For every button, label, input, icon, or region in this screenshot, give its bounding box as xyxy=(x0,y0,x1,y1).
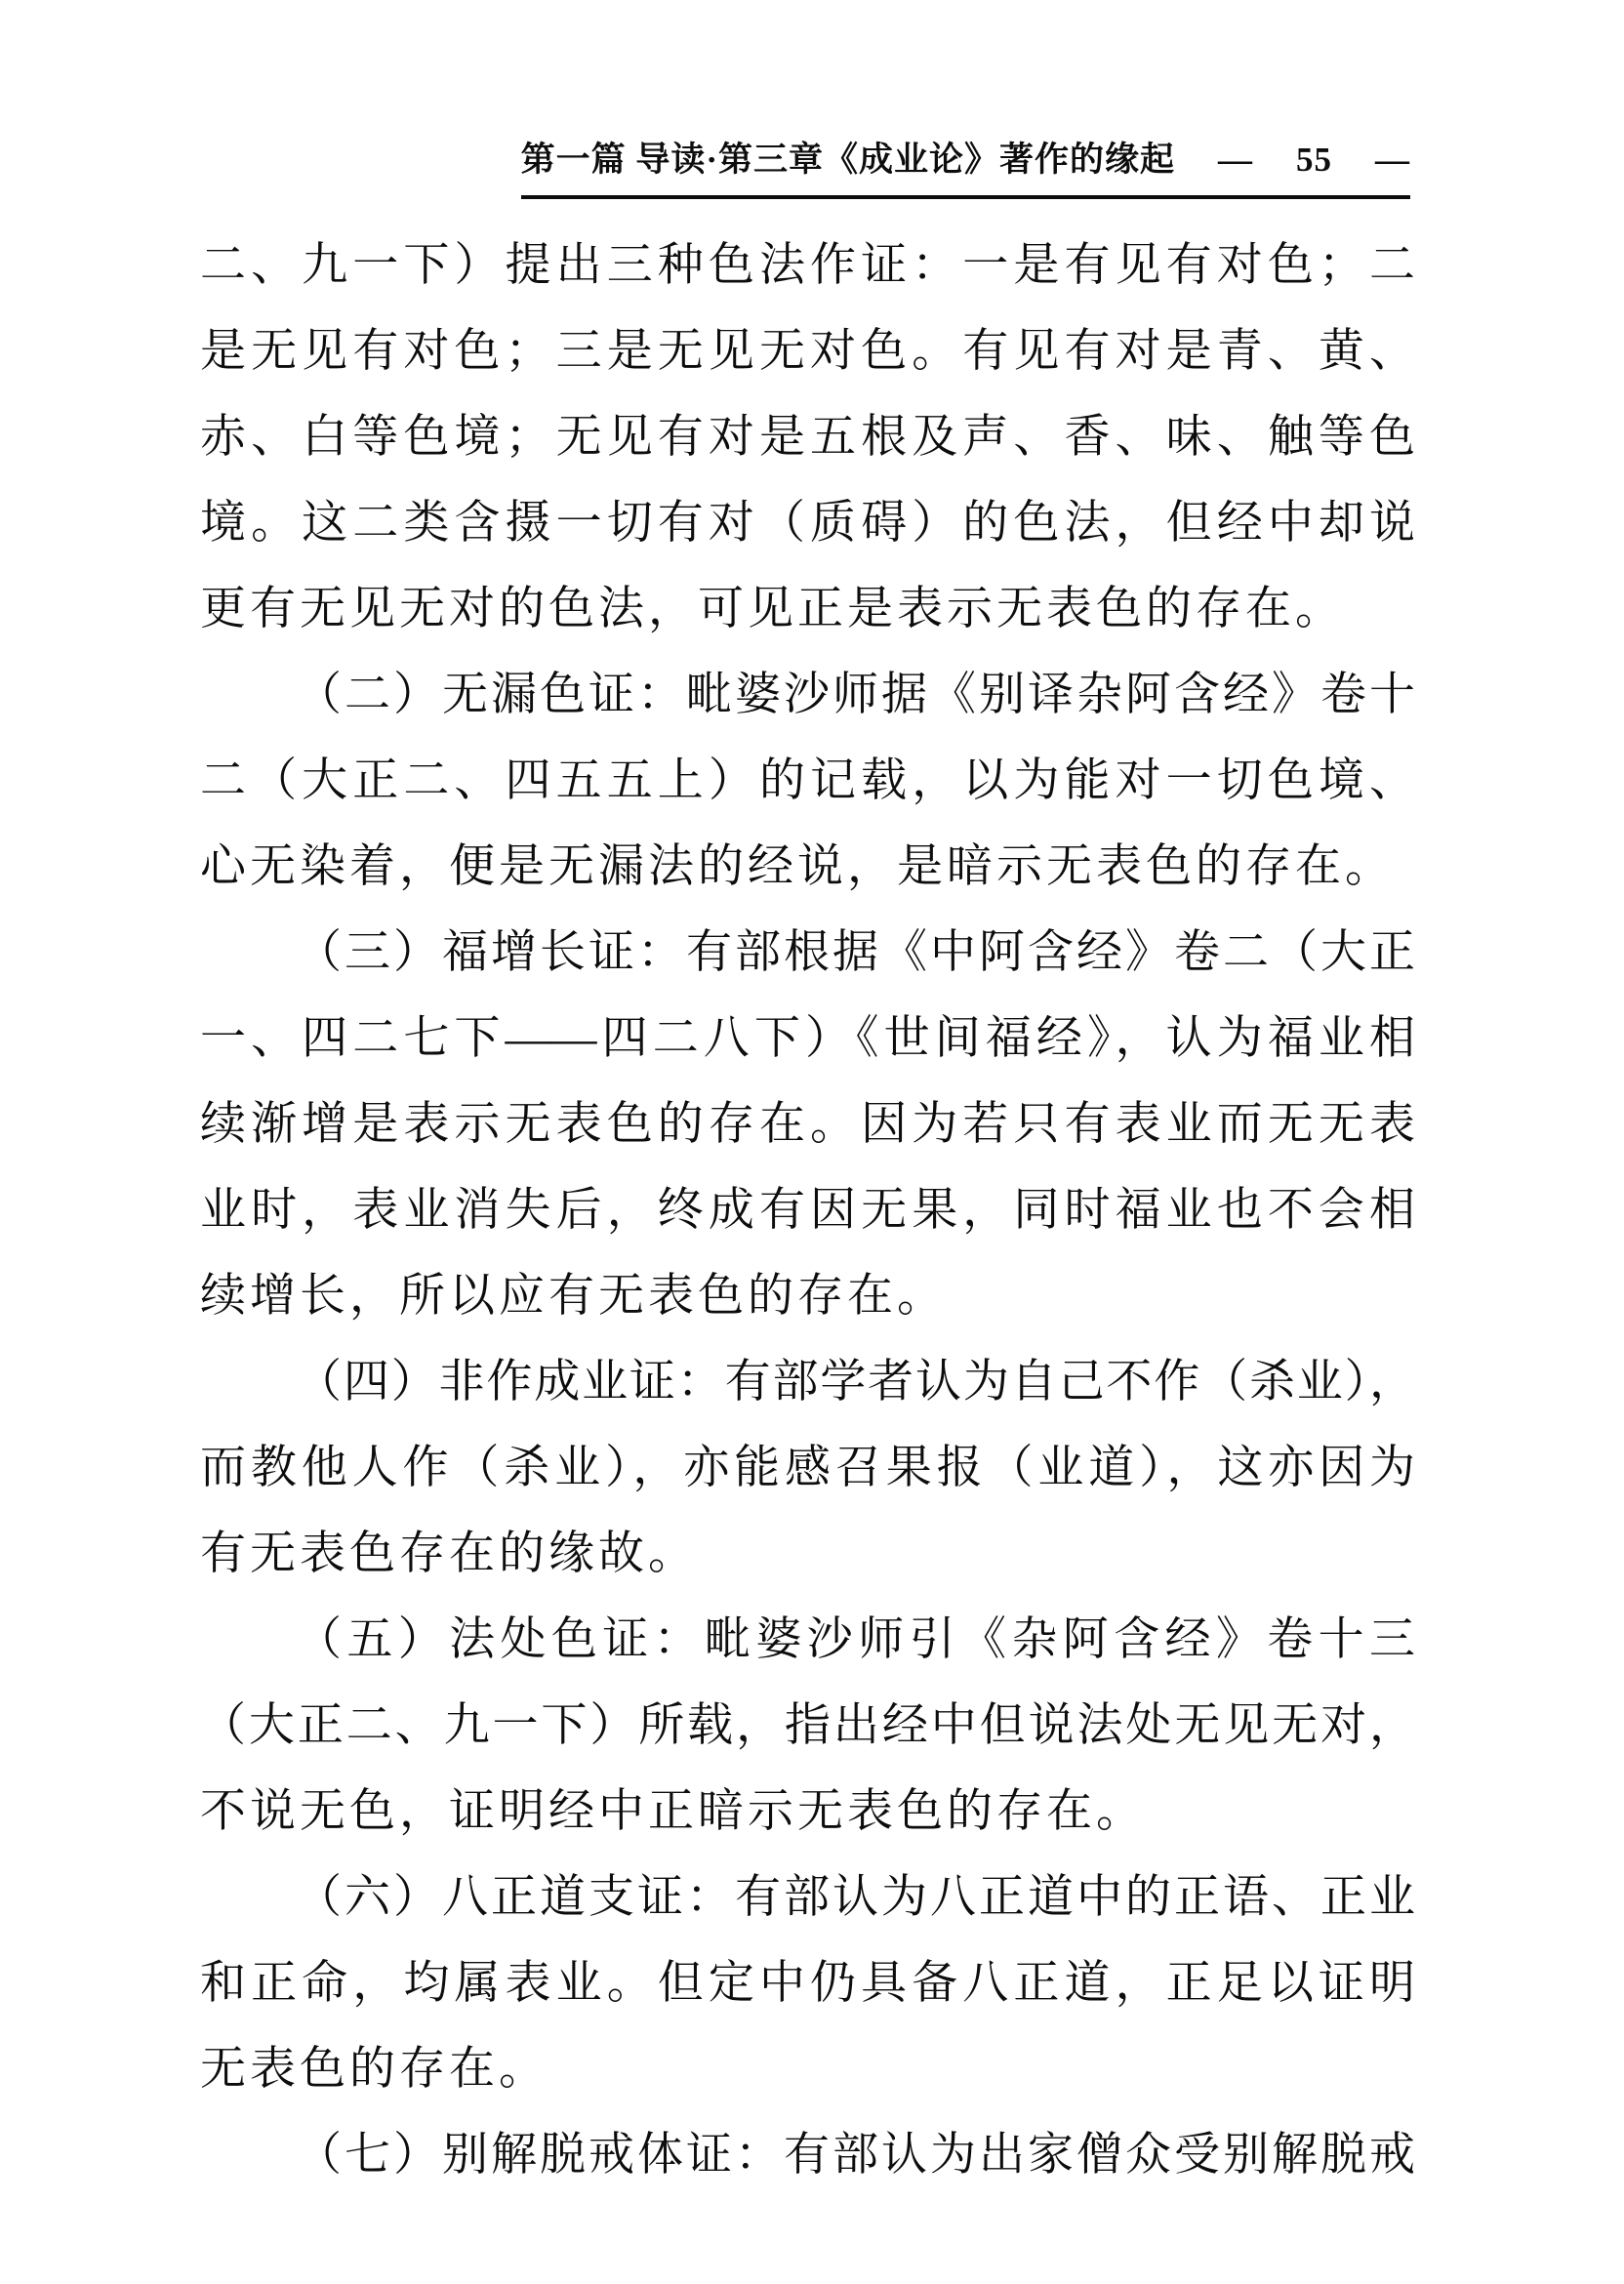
header-chapter-title: 第一篇 导读·第三章《成业论》著作的缘起 xyxy=(520,141,1175,179)
text-line: （五）法处色证：毗婆沙师引《杂阿含经》卷十三 xyxy=(296,1614,1415,1665)
text-line: 业时，表业消失后，终成有因无果，同时福业也不会相 xyxy=(200,1185,1415,1236)
text-line: 续渐增是表示无表色的存在。因为若只有表业而无无表 xyxy=(200,1099,1415,1150)
text-line: 心无染着，便是无漏法的经说，是暗示无表色的存在。 xyxy=(200,841,1395,892)
header-dash-right: — xyxy=(1375,141,1410,179)
text-line: 更有无见无对的色法，可见正是表示无表色的存在。 xyxy=(200,584,1345,634)
text-line: 有无表色存在的缘故。 xyxy=(200,1529,698,1579)
text-line: 续增长，所以应有无表色的存在。 xyxy=(200,1271,947,1322)
text-line: 而教他人作（杀业），亦能感召果报（业道），这亦因为 xyxy=(200,1443,1415,1493)
text-line: 二、九一下）提出三种色法作证：一是有见有对色；二 xyxy=(200,240,1415,291)
text-line: （大正二、九一下）所载，指出经中但说法处无见无对， xyxy=(200,1700,1415,1751)
body-text xyxy=(200,223,1415,2198)
page-number: 55 xyxy=(1296,141,1332,179)
text-line: 是无见有对色；三是无见无对色。有见有对是青、黄、 xyxy=(200,326,1415,377)
text-line: 赤、白等色境；无见有对是五根及声、香、味、触等色 xyxy=(200,412,1415,463)
text-line: 二（大正二、四五五上）的记载，以为能对一切色境、 xyxy=(200,755,1415,806)
header-dash-left: — xyxy=(1218,141,1253,179)
text-line: 和正命，均属表业。但定中仍具备八正道，正足以证明 xyxy=(200,1958,1415,2009)
text-line: 境。这二类含摄一切有对（质碍）的色法，但经中却说 xyxy=(200,498,1415,549)
text-line: 不说无色，证明经中正暗示无表色的存在。 xyxy=(200,1786,1146,1837)
running-header xyxy=(521,133,1410,199)
text-line: 一、四二七下——四二八下）《世间福经》，认为福业相 xyxy=(200,1013,1415,1064)
text-line: 无表色的存在。 xyxy=(200,2044,548,2095)
text-line: （七）别解脱戒体证：有部认为出家僧众受别解脱戒 xyxy=(296,2130,1415,2181)
text-line: （六）八正道支证：有部认为八正道中的正语、正业 xyxy=(296,1872,1415,1923)
text-line: （二）无漏色证：毗婆沙师据《别译杂阿含经》卷十 xyxy=(296,670,1415,720)
text-line: （三）福增长证：有部根据《中阿含经》卷二（大正 xyxy=(296,927,1415,978)
text-line: （四）非作成业证：有部学者认为自己不作（杀业）， xyxy=(296,1357,1415,1407)
